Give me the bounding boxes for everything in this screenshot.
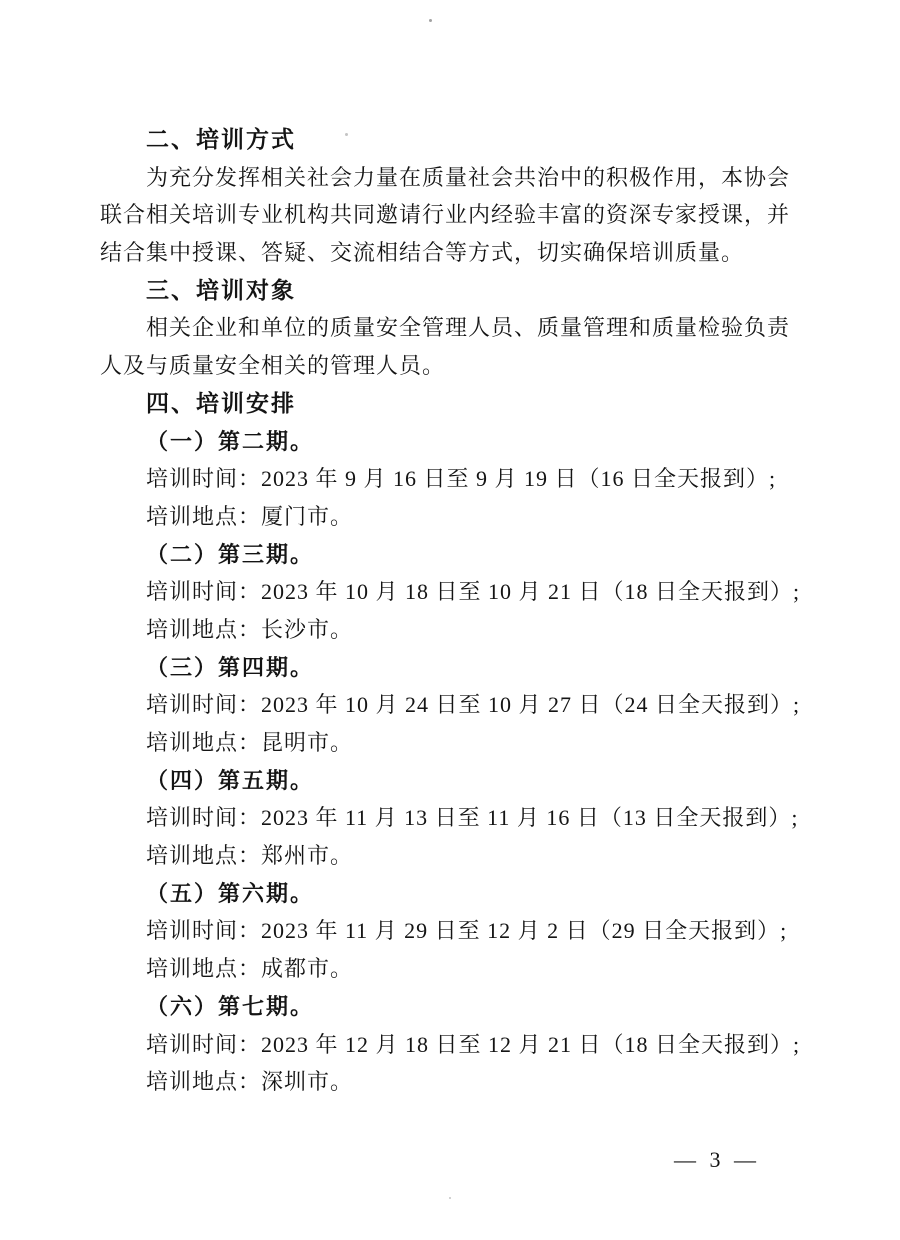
session-2-label: （二）第三期。 (146, 541, 315, 567)
session-4-time: 培训时间：2023 年 11 月 13 日至 11 月 16 日（13 日全天报到）; (146, 805, 799, 831)
session-5-place: 培训地点：成都市。 (146, 956, 354, 982)
session-3-label: （三）第四期。 (146, 654, 315, 680)
section-2-heading: 二、培训方式 (146, 126, 296, 152)
session-6-place: 培训地点：深圳市。 (146, 1069, 354, 1095)
session-6-label: （六）第七期。 (146, 993, 315, 1019)
section-2-paragraph-line: 为充分发挥相关社会力量在质量社会共治中的积极作用，本协会 (146, 164, 791, 190)
session-5-time: 培训时间：2023 年 11 月 29 日至 12 月 2 日（29 日全天报到）; (146, 918, 788, 944)
session-3-time: 培训时间：2023 年 10 月 24 日至 10 月 27 日（24 日全天报到）; (146, 692, 801, 718)
section-3-paragraph-line: 人及与质量安全相关的管理人员。 (100, 353, 446, 379)
page-number: — 3 — (674, 1147, 760, 1172)
document-body (100, 121, 800, 1101)
session-1-time: 培训时间：2023 年 9 月 16 日至 9 月 19 日（16 日全天报到）; (146, 466, 777, 492)
session-6-time: 培训时间：2023 年 12 月 18 日至 12 月 21 日（18 日全天报到）; (146, 1031, 801, 1057)
session-1-place: 培训地点：厦门市。 (146, 503, 354, 529)
session-5-label: （五）第六期。 (146, 880, 315, 906)
session-2-time: 培训时间：2023 年 10 月 18 日至 10 月 21 日（18 日全天报到）; (146, 579, 801, 605)
scan-artifact-dot (429, 19, 432, 22)
session-4-place: 培训地点：郑州市。 (146, 843, 354, 869)
session-4-label: （四）第五期。 (146, 767, 315, 793)
session-1-label: （一）第二期。 (146, 428, 315, 454)
scan-artifact-dot (449, 1197, 451, 1199)
section-2-paragraph-line: 结合集中授课、答疑、交流相结合等方式，切实确保培训质量。 (100, 240, 745, 266)
section-4-heading: 四、培训安排 (146, 389, 296, 416)
session-3-place: 培训地点：昆明市。 (146, 730, 354, 755)
section-3-paragraph-line: 相关企业和单位的质量安全管理人员、质量管理和质量检验负责 (146, 315, 791, 341)
session-2-place: 培训地点：长沙市。 (146, 616, 354, 642)
section-3-heading: 三、培训对象 (146, 276, 296, 303)
section-2-paragraph-line: 联合相关培训专业机构共同邀请行业内经验丰富的资深专家授课，并 (100, 202, 791, 228)
